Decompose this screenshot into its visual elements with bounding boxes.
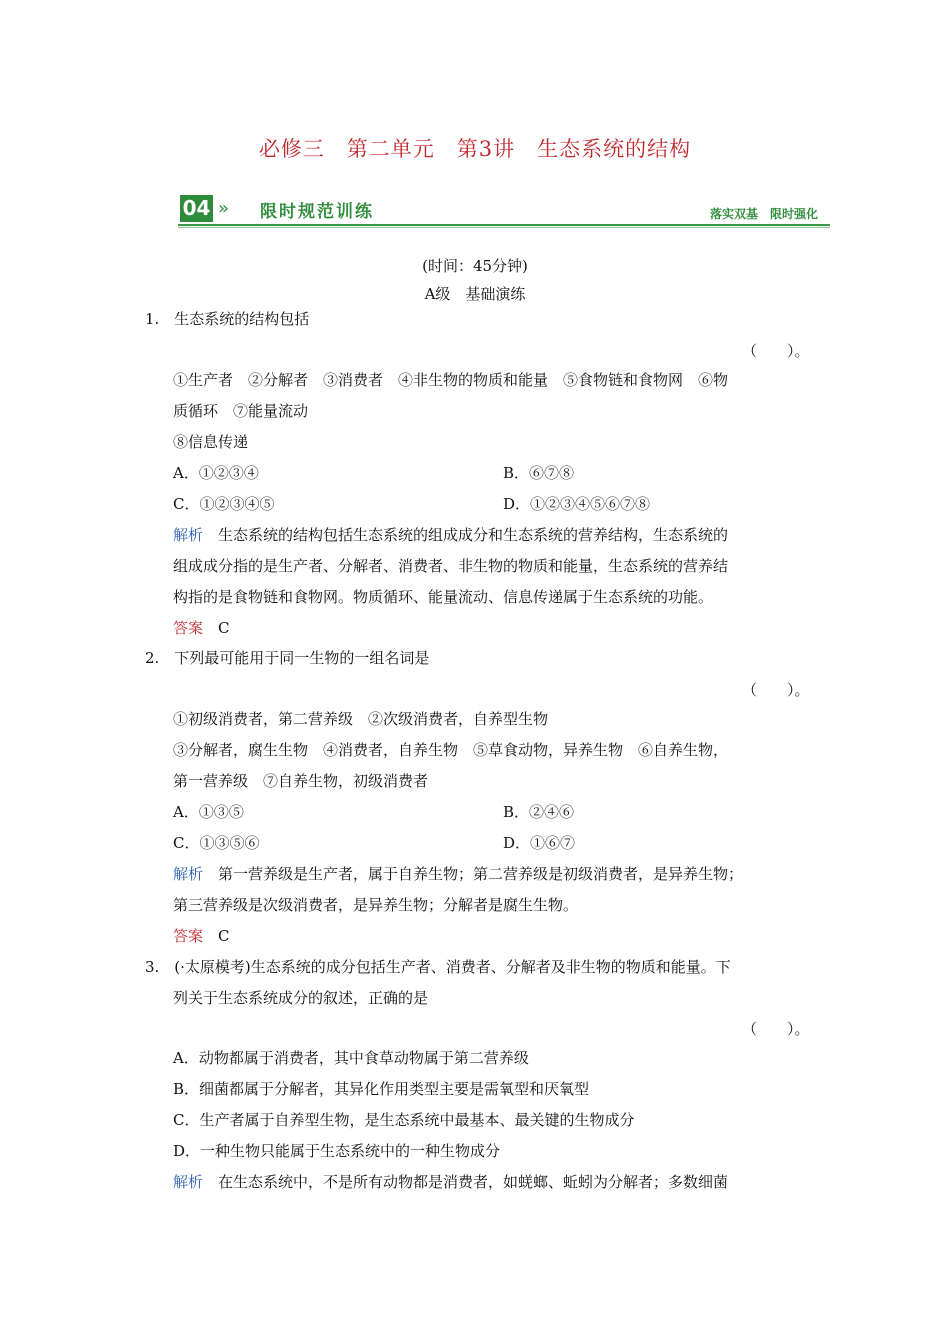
section-tagline: 落实双基 限时强化 [709, 207, 818, 221]
question-2-items-line-3: 第一营养级 ⑦自养生物，初级消费者 [173, 772, 429, 790]
question-1-option-c: C．①②③④⑤ [173, 495, 275, 513]
question-1-analysis-line-2: 组成成分指的是生产者、分解者、消费者、非生物的物质和能量，生态系统的营养结 [173, 557, 729, 575]
question-2-analysis-line-1 [173, 864, 743, 884]
question-1-items-line-1: ①生产者 ②分解者 ③消费者 ④非生物的物质和能量 ⑤食物链和食物网 ⑥物 [173, 371, 729, 389]
analysis-label: 解析 [173, 865, 204, 883]
analysis-text: 在生态系统中，不是所有动物都是消费者，如蜣螂、蚯蚓为分解者；多数细菌 [203, 1173, 729, 1191]
question-1-analysis-line-1 [173, 525, 728, 545]
question-3-stem-line-2: 列关于生态系统成分的叙述，正确的是 [173, 989, 429, 1007]
question-2-option-a: A．①③⑤ [173, 803, 244, 821]
question-3-option-a: A．动物都属于消费者，其中食草动物属于第二营养级 [173, 1049, 529, 1067]
question-1-option-d: D．①②③④⑤⑥⑦⑧ [503, 495, 651, 513]
analysis-text: 生态系统的结构包括生态系统的组成成分和生态系统的营养结构，生态系统的 [203, 526, 729, 544]
question-3-option-c: C．生产者属于自养型生物，是生态系统中最基本、最关键的生物成分 [173, 1111, 635, 1129]
question-2-option-c: C．①③⑤⑥ [173, 834, 260, 852]
banner-divider-thin [178, 227, 830, 228]
question-2-analysis-line-2: 第三营养级是次级消费者，是异养生物；分解者是腐生生物。 [173, 896, 579, 914]
question-1-option-a: A．①②③④ [173, 464, 259, 482]
section-banner [178, 193, 830, 229]
analysis-label: 解析 [173, 526, 204, 544]
banner-divider [178, 224, 830, 226]
question-1-answer [173, 618, 230, 638]
double-chevron-icon: » [218, 198, 230, 219]
question-2-stem: 2. 下列最可能用于同一生物的一组名词是 [145, 649, 430, 667]
question-3-option-d: D．一种生物只能属于生态系统中的一种生物成分 [173, 1142, 501, 1160]
answer-label: 答案 [173, 927, 204, 945]
question-1-analysis-line-3: 构指的是食物链和食物网。物质循环、能量流动、信息传递属于生态系统的功能。 [173, 588, 714, 606]
question-3-answer-blank: （ ）。 [742, 1020, 810, 1038]
analysis-text: 第一营养级是生产者，属于自养生物；第二营养级是初级消费者，是异养生物； [203, 865, 744, 883]
section-number-badge: 04 [180, 195, 213, 222]
analysis-label: 解析 [173, 1173, 204, 1191]
question-2-items-line-1: ①初级消费者，第二营养级 ②次级消费者，自养型生物 [173, 710, 549, 728]
question-1-items-line-3: ⑧信息传递 [173, 433, 249, 451]
question-3-stem-line-1: 3. (·太原模考)生态系统的成分包括生产者、消费者、分解者及非生物的物质和能量。下 [145, 958, 731, 976]
question-2-answer [173, 926, 230, 946]
answer-value: C [203, 927, 230, 945]
answer-label: 答案 [173, 619, 204, 637]
question-1-option-b: B．⑥⑦⑧ [503, 464, 575, 482]
question-2-option-b: B．②④⑥ [503, 803, 575, 821]
question-3-analysis-line-1 [173, 1172, 728, 1192]
question-2-option-d: D．①⑥⑦ [503, 834, 576, 852]
question-1-stem: 1. 生态系统的结构包括 [145, 310, 310, 328]
time-note: (时间：45分钟) [422, 257, 528, 275]
question-2-answer-blank: （ ）。 [742, 681, 810, 699]
question-2-items-line-2: ③分解者，腐生生物 ④消费者，自养生物 ⑤草食动物，异养生物 ⑥自养生物， [173, 741, 729, 759]
question-1-answer-blank: （ ）。 [742, 342, 810, 360]
section-title: 限时规范训练 [260, 202, 374, 222]
answer-value: C [203, 619, 230, 637]
question-1-items-line-2: 质循环 ⑦能量流动 [173, 402, 309, 420]
level-heading: A级 基础演练 [424, 285, 526, 303]
page-title: 必修三 第二单元 第3讲 生态系统的结构 [258, 137, 692, 161]
question-3-option-b: B．细菌都属于分解者，其异化作用类型主要是需氧型和厌氧型 [173, 1080, 590, 1098]
